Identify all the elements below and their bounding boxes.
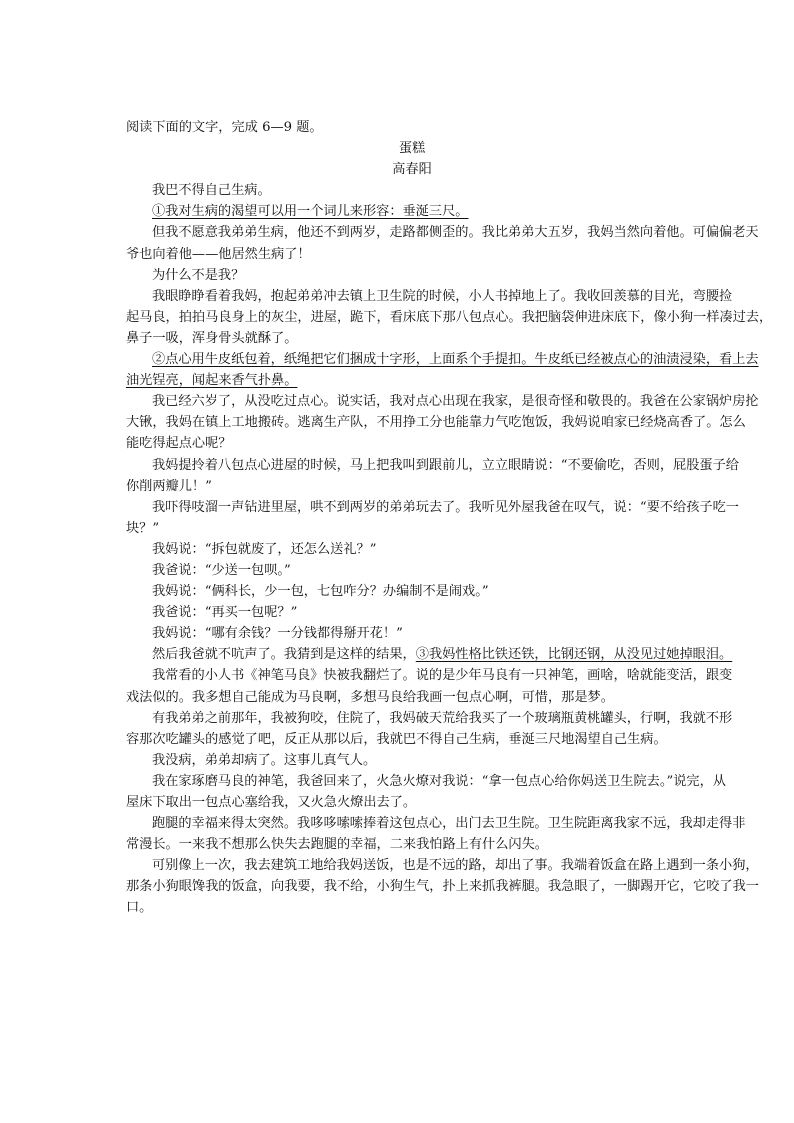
text-segment: 那条小狗眼馋我的饭盒，向我要，我不给，小狗生气，扑上来抓我裤腿。我急眼了，一脚踢开它，它咬了我一 <box>126 879 759 895</box>
text-segment: 但我不愿意我弟弟生病，他还不到两岁，走路都侧歪的。我比弟弟大五岁，我妈当然向着他。可偏偏老天 <box>152 225 759 241</box>
text-line <box>126 560 794 581</box>
text-line <box>126 222 794 243</box>
text-segment: 你削两瓣儿！” <box>126 478 212 494</box>
text-line <box>126 455 794 476</box>
text-segment: 我爸说：“再买一包呢？” <box>152 605 298 621</box>
text-segment: 可别像上一次，我去建筑工地给我妈送饭，也是不远的路，却出了事。我端着饭盒在路上遇到一条小狗， <box>152 858 759 874</box>
text-line <box>126 708 794 729</box>
text-line <box>126 433 794 454</box>
text-line <box>126 687 794 708</box>
text-segment: 我吓得吱溜一声钻进里屋，哄不到两岁的弟弟玩去了。我听见外屋我爸在叹气，说：“要不给孩子吃一 <box>152 499 739 515</box>
text-line <box>126 370 794 391</box>
text-line <box>126 771 794 792</box>
text-line <box>126 897 794 918</box>
article-author: 高春阳 <box>392 162 432 178</box>
text-segment: 我常看的小人书《神笔马良》快被我翻烂了。说的是少年马良有一只神笔，画啥，啥就能变活，跟变 <box>152 668 733 684</box>
text-segment: 跑腿的幸福来得太突然。我哆哆嗦嗦捧着这包点心，出门去卫生院。卫生院距离我家不远，我却走得非 <box>152 816 746 832</box>
text-line <box>126 349 794 370</box>
text-segment: 我没病，弟弟却病了。这事儿真气人。 <box>152 752 377 768</box>
text-line <box>126 412 794 433</box>
text-segment: 为什么不是我？ <box>152 267 245 283</box>
text-segment: 我爸说：“少送一包呗。” <box>152 562 291 578</box>
text-line <box>126 539 794 560</box>
text-segment: 块？” <box>126 520 160 536</box>
text-line <box>126 729 794 750</box>
text-segment: 然后我爸就不吭声了。我猜到是这样的结果， <box>152 647 416 663</box>
text-line <box>126 644 794 665</box>
text-line <box>126 813 794 834</box>
text-line <box>126 518 794 539</box>
text-line <box>126 581 794 602</box>
text-segment: 我妈说：“俩科长，少一包，七包咋分？办编制不是闹戏。” <box>152 584 489 600</box>
text-segment: 大锹，我妈在镇上工地搬砖。逃离生产队，不用挣工分也能靠力气吃饱饭，我妈说咱家已经烧高香了。怎么 <box>126 415 746 431</box>
text-segment: 常漫长。一来我不想那么快失去跑腿的幸福，二来我怕路上有什么闪失。 <box>126 837 548 853</box>
text-line <box>126 750 794 771</box>
text-line <box>126 391 794 412</box>
text-segment: 屋床下取出一包点心塞给我，又火急火燎出去了。 <box>126 795 417 810</box>
text-line <box>126 792 794 813</box>
text-line <box>126 201 794 222</box>
article-title: 蛋糕 <box>398 141 426 157</box>
underlined-sentence: ①我对生病的渴望可以用一个词儿来形容：垂涎三尺。 <box>152 204 469 220</box>
text-line <box>126 497 794 518</box>
text-segment: 鼻子一吸，浑身骨头就酥了。 <box>126 330 298 346</box>
text-segment: 爷也向着他——他居然生病了！ <box>126 246 311 262</box>
text-segment: 容那次吃罐头的感觉了吧，反正从那以后，我就巴不得自己生病，垂涎三尺地渴望自己生病。 <box>126 731 667 747</box>
text-line <box>126 265 794 286</box>
text-segment: 我妈提拎着八包点心进屋的时候，马上把我叫到跟前儿，立立眼睛说：“不要偷吃，否则，屁股蛋子给 <box>152 457 739 473</box>
underlined-sentence: ②点心用牛皮纸包着，纸绳把它们捆成十字形，上面系个手提扣。牛皮纸已经被点心的油渍浸染，看上去 <box>152 352 759 368</box>
text-segment: 我在家琢磨马良的神笔，我爸回来了，火急火燎对我说：“拿一包点心给你妈送卫生院去。”说完，从 <box>152 773 726 789</box>
underlined-sentence: ③我妈性格比铁还铁，比钢还钢，从没见过她掉眼泪。 <box>415 647 733 663</box>
text-line <box>126 476 794 497</box>
text-line <box>126 834 794 855</box>
text-segment: 起马良，拍拍马良身上的灰尘，进屋，跪下，看床底下那八包点心。我把脑袋伸进床底下，像小狗一样凑过去， <box>126 309 773 325</box>
text-line <box>126 623 794 644</box>
text-segment: 我妈说：“哪有余钱？一分钱都得掰开花！” <box>152 626 403 642</box>
text-line <box>126 855 794 876</box>
text-line <box>126 180 794 201</box>
text-line <box>126 602 794 623</box>
underlined-sentence: 油光锃亮，闻起来香气扑鼻。 <box>126 373 298 389</box>
text-segment: 口。 <box>126 900 153 916</box>
text-segment: 我眼睁睁看着我妈，抱起弟弟冲去镇上卫生院的时候，小人书掉地上了。我收回羡慕的目光，弯腰捡 <box>152 288 733 304</box>
text-line <box>126 286 794 307</box>
instruction-line: 阅读下面的文字，完成 6—9 题。 <box>126 120 323 135</box>
text-line <box>126 244 794 265</box>
text-segment: 我巴不得自己生病。 <box>152 183 271 199</box>
text-line <box>126 328 794 349</box>
text-segment: 我已经六岁了，从没吃过点心。说实话，我对点心出现在我家，是很奇怪和敬畏的。我爸在公家锅炉房抡 <box>152 394 759 410</box>
text-segment: 我妈说：“拆包就废了，还怎么送礼？” <box>152 541 377 557</box>
text-segment: 能吃得起点心呢？ <box>126 436 232 452</box>
text-segment: 戏法似的。我多想自己能成为马良啊，多想马良给我画一包点心啊，可惜，那是梦。 <box>126 689 614 705</box>
article-paragraphs <box>126 180 794 918</box>
text-line <box>126 876 794 897</box>
text-line <box>126 665 794 686</box>
text-line <box>126 307 794 328</box>
text-segment: 有我弟弟之前那年，我被狗咬，住院了，我妈破天荒给我买了一个玻璃瓶黄桃罐头，行啊，我就不形 <box>152 710 733 726</box>
article-body <box>126 117 794 919</box>
